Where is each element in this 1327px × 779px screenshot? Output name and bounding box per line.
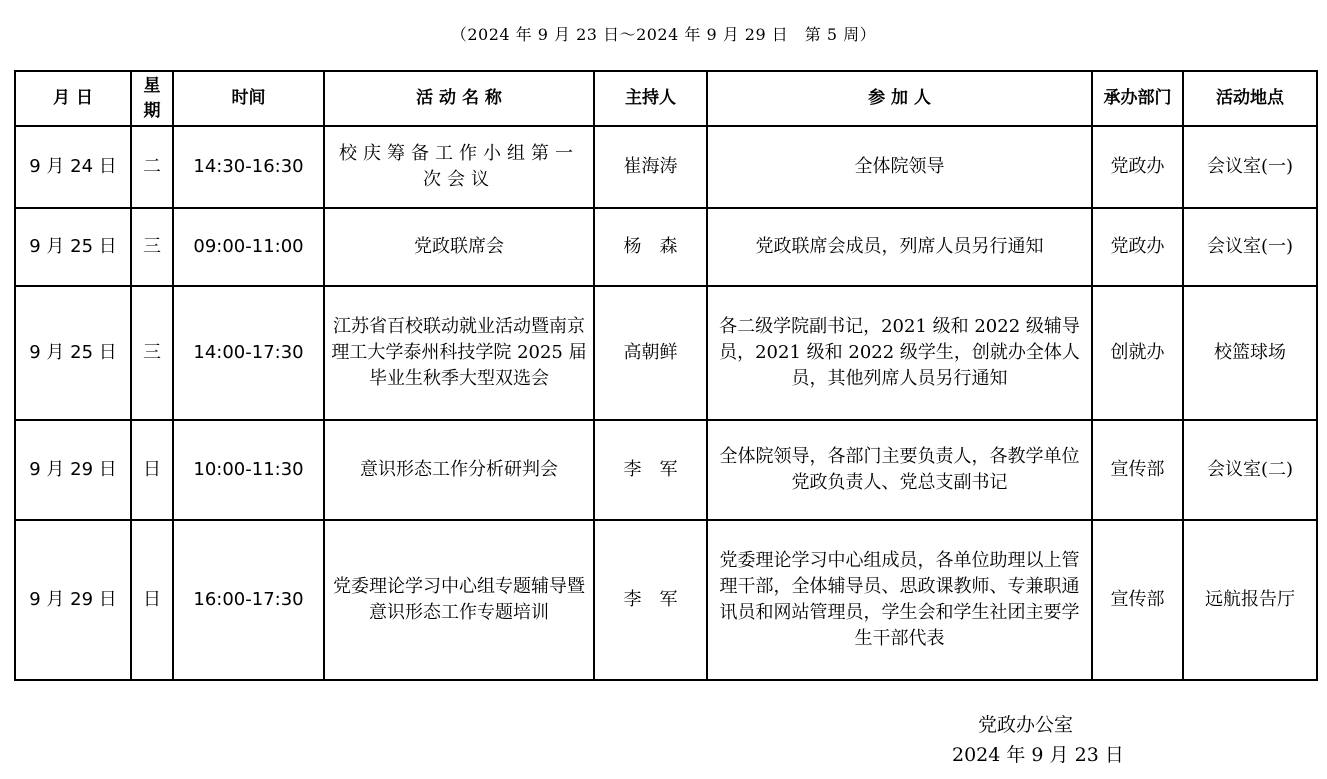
cell-event: 党政联席会 [324, 208, 594, 286]
cell-date: 9 月 25 日 [15, 208, 131, 286]
header-time: 时间 [173, 71, 324, 126]
cell-participants: 党委理论学习中心组成员，各单位助理以上管理干部，全体辅导员、思政课教师、专兼职通讯员和网站管理员，学生会和学生社团主要学生干部代表 [707, 520, 1092, 680]
cell-time: 14:00-17:30 [173, 286, 324, 420]
cell-date: 9 月 24 日 [15, 126, 131, 208]
cell-time: 09:00-11:00 [173, 208, 324, 286]
cell-location: 校篮球场 [1183, 286, 1317, 420]
footer-date: 2024 年 9 月 23 日 [952, 744, 1124, 766]
schedule-table [14, 70, 1318, 681]
cell-location: 远航报告厅 [1183, 520, 1317, 680]
cell-weekday: 二 [131, 126, 173, 208]
table-row [15, 520, 1317, 680]
cell-event: 党委理论学习中心组专题辅导暨意识形态工作专题培训 [324, 520, 594, 680]
header-location: 活动地点 [1183, 71, 1317, 126]
cell-location: 会议室(二) [1183, 420, 1317, 520]
cell-dept: 党政办 [1092, 208, 1183, 286]
cell-participants: 各二级学院副书记，2021 级和 2022 级辅导员，2021 级和 2022 级学生，创就办全体人员，其他列席人员另行通知 [707, 286, 1092, 420]
cell-event: 意识形态工作分析研判会 [324, 420, 594, 520]
cell-time: 14:30-16:30 [173, 126, 324, 208]
cell-dept: 党政办 [1092, 126, 1183, 208]
cell-participants: 全体院领导 [707, 126, 1092, 208]
cell-dept: 创就办 [1092, 286, 1183, 420]
table-row [15, 126, 1317, 208]
table-row [15, 420, 1317, 520]
cell-weekday: 三 [131, 208, 173, 286]
cell-date: 9 月 29 日 [15, 520, 131, 680]
header-participants: 参 加 人 [707, 71, 1092, 126]
footer-office: 党政办公室 [978, 714, 1074, 736]
header-event: 活 动 名 称 [324, 71, 594, 126]
cell-weekday: 日 [131, 420, 173, 520]
cell-event: 江苏省百校联动就业活动暨南京理工大学泰州科技学院 2025 届毕业生秋季大型双选会 [324, 286, 594, 420]
cell-host: 杨 森 [594, 208, 707, 286]
cell-dept: 宣传部 [1092, 420, 1183, 520]
header-dept: 承办部门 [1092, 71, 1183, 126]
cell-time: 10:00-11:30 [173, 420, 324, 520]
header-host: 主持人 [594, 71, 707, 126]
cell-host: 李 军 [594, 420, 707, 520]
cell-host: 崔海涛 [594, 126, 707, 208]
header-weekday: 星期 [131, 71, 173, 126]
table-header-row [15, 71, 1317, 126]
cell-date: 9 月 29 日 [15, 420, 131, 520]
cell-dept: 宣传部 [1092, 520, 1183, 680]
week-range: （2024 年 9 月 23 日～2024 年 9 月 29 日 第 5 周） [450, 25, 877, 44]
table-row [15, 208, 1317, 286]
cell-location: 会议室(一) [1183, 126, 1317, 208]
cell-date: 9 月 25 日 [15, 286, 131, 420]
table-row [15, 286, 1317, 420]
cell-time: 16:00-17:30 [173, 520, 324, 680]
cell-location: 会议室(一) [1183, 208, 1317, 286]
cell-host: 高朝鲜 [594, 286, 707, 420]
cell-participants: 全体院领导，各部门主要负责人，各教学单位党政负责人、党总支副书记 [707, 420, 1092, 520]
cell-weekday: 三 [131, 286, 173, 420]
cell-event: 校庆筹备工作小组第一次会议 [324, 126, 594, 208]
cell-host: 李 军 [594, 520, 707, 680]
cell-weekday: 日 [131, 520, 173, 680]
header-date: 月 日 [15, 71, 131, 126]
cell-participants: 党政联席会成员，列席人员另行通知 [707, 208, 1092, 286]
